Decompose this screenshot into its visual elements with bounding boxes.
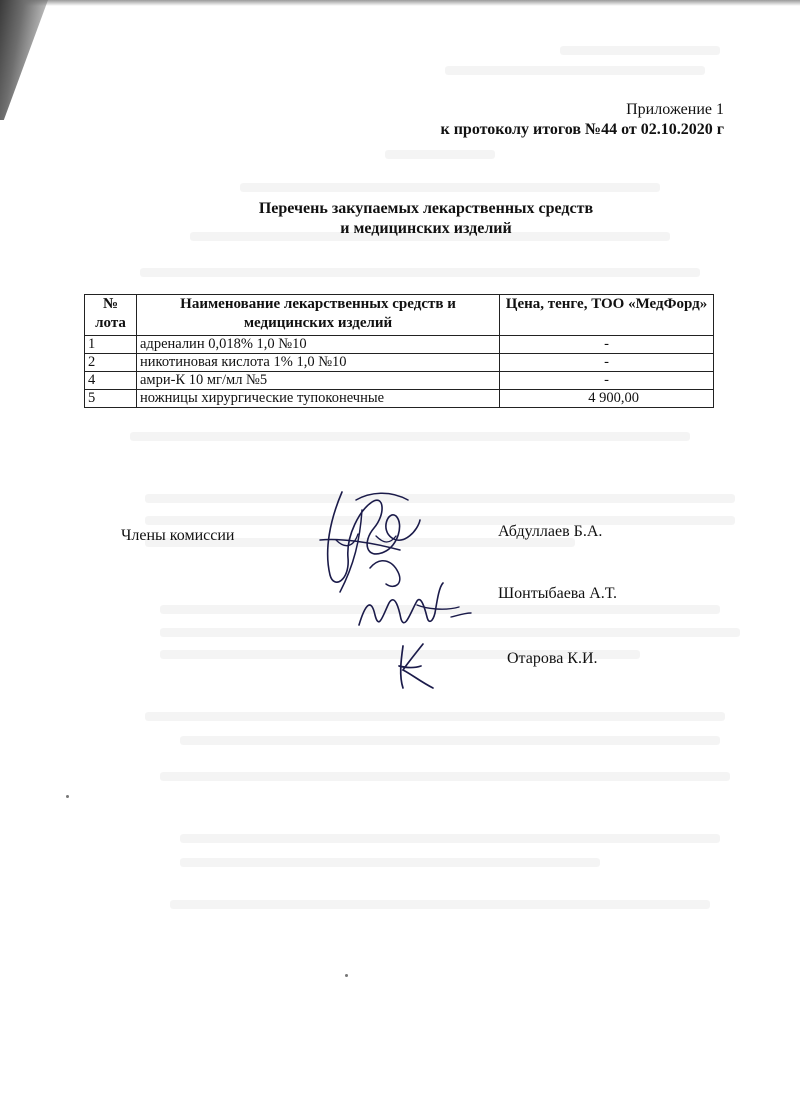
item-price: - — [500, 372, 714, 390]
appendix-header — [440, 100, 724, 140]
lot-number: 4 — [85, 372, 137, 390]
commission-member: Отарова К.И. — [507, 650, 598, 667]
table-row — [85, 354, 714, 372]
table-header-row — [85, 295, 714, 336]
scan-left-shadow — [0, 0, 48, 120]
scan-speck — [345, 974, 348, 977]
item-name: никотиновая кислота 1% 1,0 №10 — [137, 354, 500, 372]
document-title — [0, 199, 800, 239]
lot-number: 2 — [85, 354, 137, 372]
scan-speck — [66, 795, 69, 798]
header-lot-number: № лота — [85, 295, 137, 336]
commission-caption: Члены комиссии — [121, 527, 235, 544]
appendix-label: Приложение 1 — [626, 101, 724, 118]
lots-table — [84, 294, 714, 408]
protocol-reference: к протоколу итогов №44 от 02.10.2020 г — [440, 121, 724, 138]
signature-otarova — [393, 638, 443, 693]
table-row — [85, 336, 714, 354]
header-price: Цена, тенге, ТОО «МедФорд» — [500, 295, 714, 336]
item-name: ножницы хирургические тупоконечные — [137, 390, 500, 408]
table-row — [85, 372, 714, 390]
lot-number: 5 — [85, 390, 137, 408]
item-name: адреналин 0,018% 1,0 №10 — [137, 336, 500, 354]
item-price: 4 900,00 — [500, 390, 714, 408]
title-line-2: и медицинских изделий — [340, 220, 512, 237]
header-item-name: Наименование лекарственных средств и медицинских изделий — [137, 295, 500, 336]
item-price: - — [500, 354, 714, 372]
signature-shontybaeva — [355, 575, 475, 635]
commission-member: Шонтыбаева А.Т. — [498, 585, 617, 602]
commission-member: Абдуллаев Б.А. — [498, 523, 603, 540]
item-price: - — [500, 336, 714, 354]
table-row — [85, 390, 714, 408]
title-line-1: Перечень закупаемых лекарственных средств — [258, 200, 594, 217]
lot-number: 1 — [85, 336, 137, 354]
item-name: амри-К 10 мг/мл №5 — [137, 372, 500, 390]
scan-top-edge — [0, 0, 800, 6]
